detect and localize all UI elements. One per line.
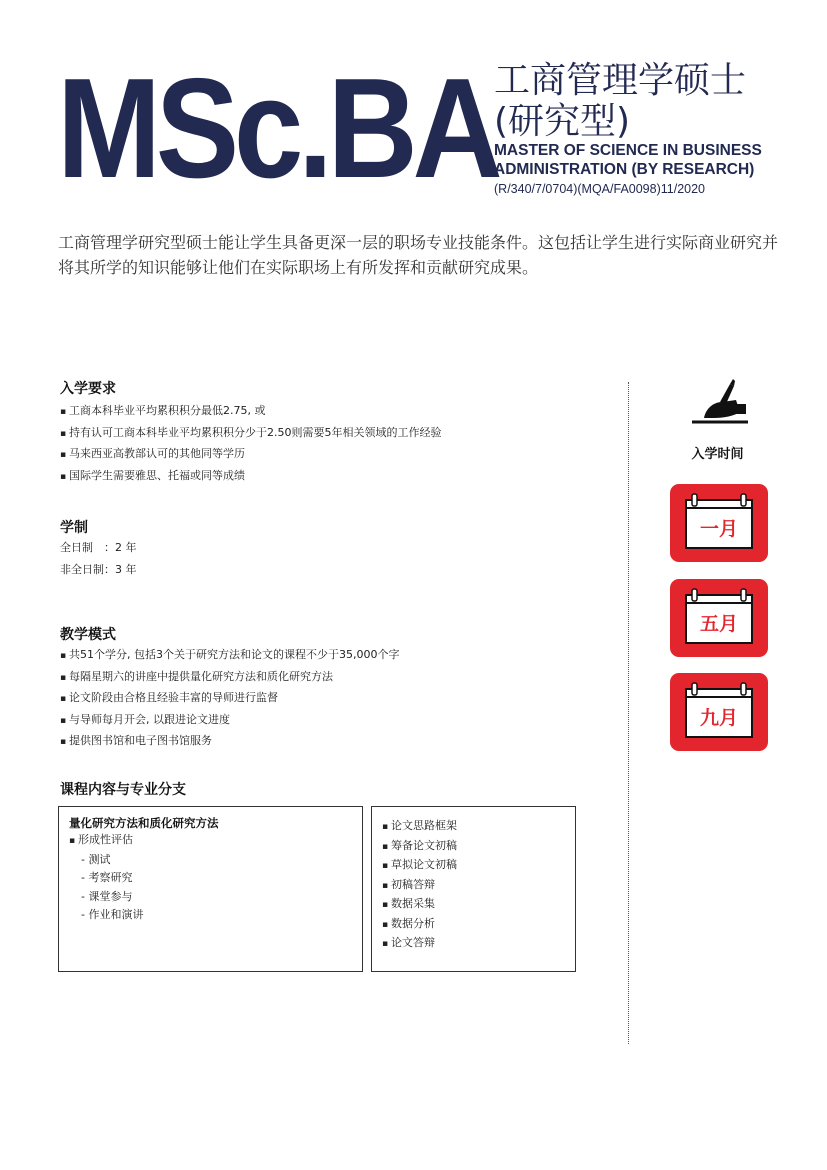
calendar-month: 一月 [699,517,738,540]
list-item: - 考察研究 [69,869,352,888]
courses-title: 课程内容与专业分支 [60,782,186,798]
course-box-title: 量化研究方法和质化研究方法 [69,816,219,830]
course-box-thesis [371,806,576,972]
duration-title: 学制 [60,520,88,536]
list-item: ▪ 与导师每月开会, 以跟进论文进度 [60,710,399,732]
list-item: ▪ 论文思路框架 [382,817,565,837]
list-item: ▪ 论文阶段由合格且经验丰富的导师进行监督 [60,688,399,710]
list-item: ▪ 草拟论文初稿 [382,856,565,876]
calendar-may [670,579,768,657]
list-item: ▪ 持有认可工商本科毕业平均累积积分少于2.50则需要5年相关领域的工作经验 [60,423,441,445]
calendar-month: 五月 [699,612,738,635]
course-box-list [69,831,352,925]
duration-list [60,538,137,581]
program-title-zh-subtitle: (研究型) [494,101,631,142]
admission-title: 入学要求 [60,381,116,397]
program-title-en-line1: MASTER OF SCIENCE IN BUSINESS [494,142,762,159]
calendar-september [670,673,768,751]
list-item: ▪ 马来西亚高教部认可的其他同等学历 [60,444,441,466]
program-code: (R/340/7/0704)(MQA/FA0098)11/2020 [494,182,706,196]
admission-list [60,401,441,487]
program-title-en-line2: ADMINISTRATION (BY RESEARCH) [494,161,755,178]
list-item: ▪ 形成性评估 [69,831,352,851]
teaching-list [60,645,399,753]
list-item: 非全日制：3 年 [60,562,137,576]
writing-hand-icon [690,378,750,428]
list-item: ▪ 提供图书馆和电子图书馆服务 [60,731,399,753]
list-item: - 测试 [69,851,352,870]
program-title-zh: 工商管理学硕士 [494,60,747,101]
course-box-list [382,817,565,954]
list-item: ▪ 工商本科毕业平均累积积分最低2.75, 或 [60,401,441,423]
list-item: ▪ 数据采集 [382,895,565,915]
list-item: ▪ 数据分析 [382,915,565,935]
list-item: ▪ 初稿答辩 [382,876,565,896]
teaching-title: 教学模式 [60,627,116,643]
intake-label: 入学时间 [691,447,744,462]
list-item: 全日制 ：2 年 [60,541,137,554]
intro-paragraph: 工商管理学研究型硕士能让学生具备更深一层的职场专业技能条件。这包括让学生进行实际商业研究并将其所学的知识能够让他们在实际职场上有所发挥和贡献研究成果。 [58,233,779,277]
list-item: ▪ 筹备论文初稿 [382,837,565,857]
list-item: ▪ 论文答辩 [382,934,565,954]
list-item: - 作业和演讲 [69,906,352,925]
list-item: - 课堂参与 [69,888,352,907]
course-box-methods [58,806,363,972]
calendar-january [670,484,768,562]
column-divider [628,382,629,1044]
list-item: ▪ 共51个学分, 包括3个关于研究方法和论文的课程不少于35,000个字 [60,645,399,667]
list-item: ▪ 国际学生需要雅思、托福或同等成绩 [60,466,441,488]
calendar-month: 九月 [699,706,738,729]
list-item: ▪ 每隔星期六的讲座中提供量化研究方法和质化研究方法 [60,667,399,689]
logo: MSc.BA [57,49,498,208]
